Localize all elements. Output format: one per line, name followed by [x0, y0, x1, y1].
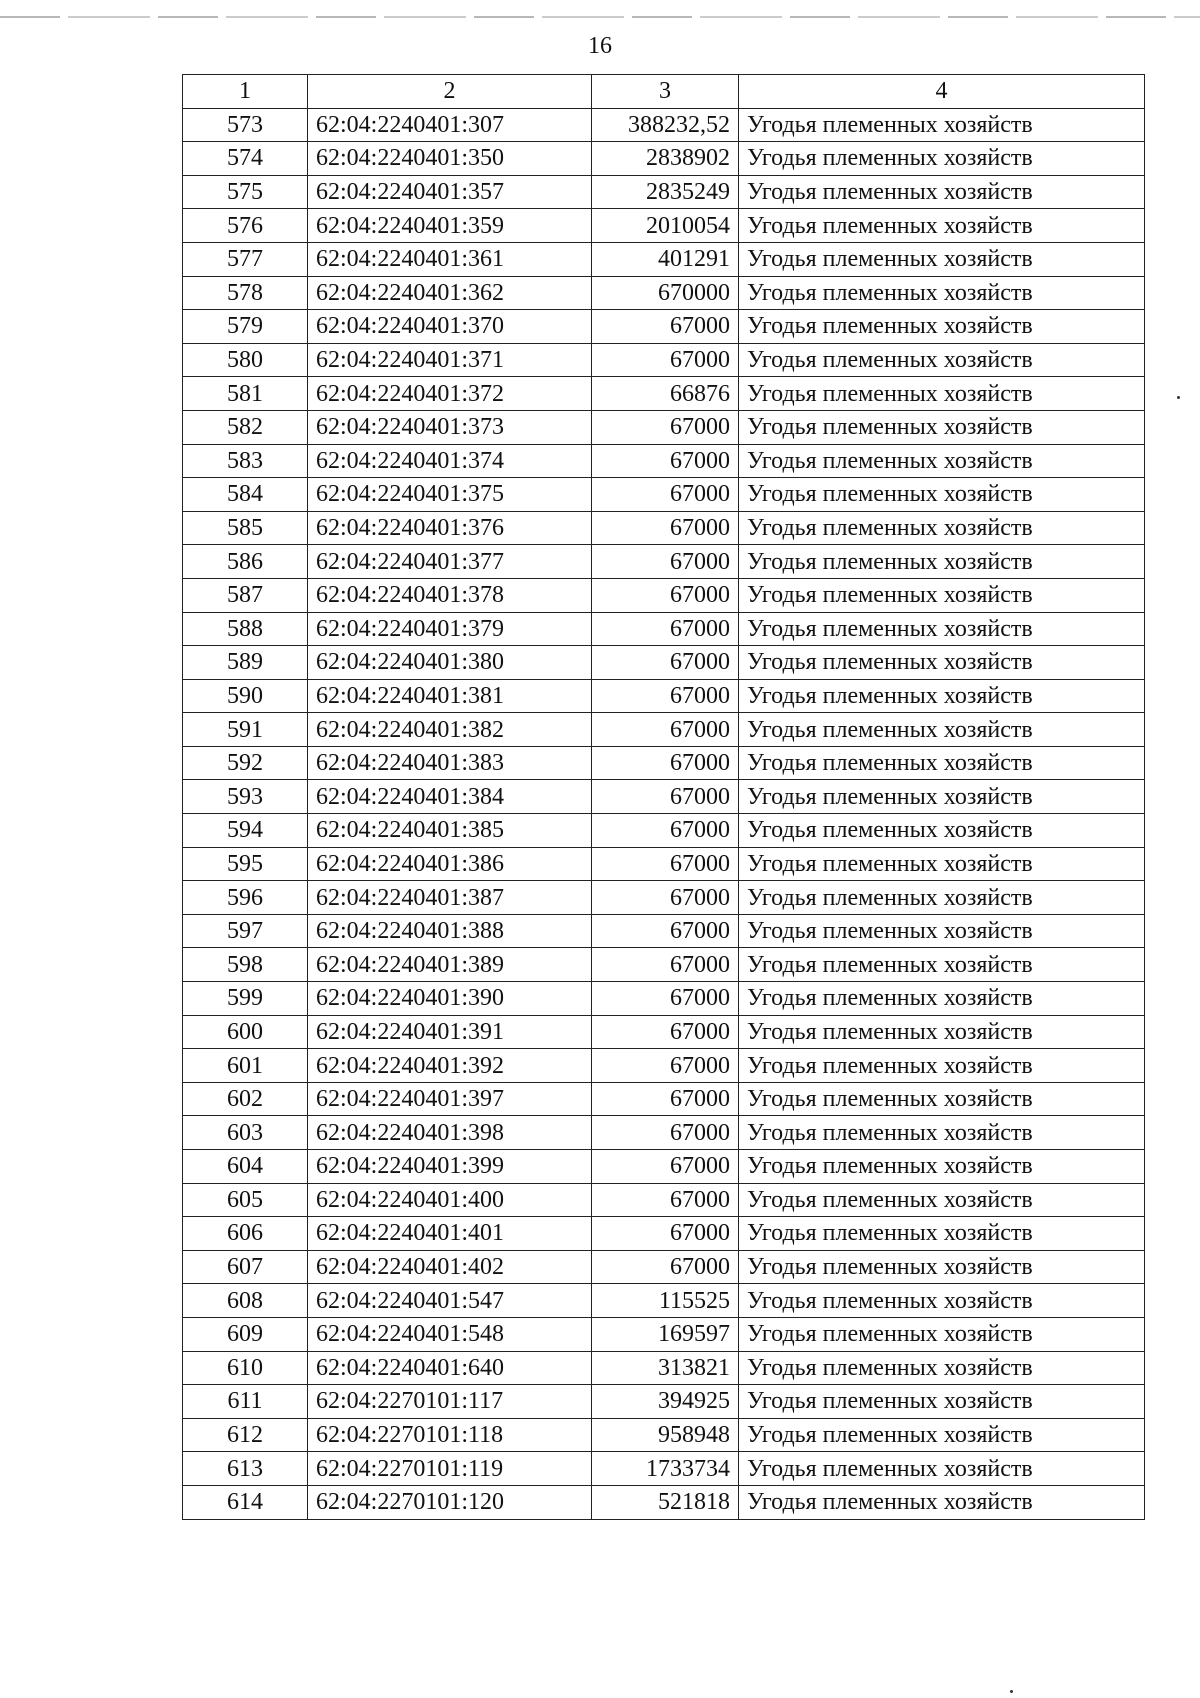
- table-row: [183, 578, 1145, 612]
- cadastral-number-cell: 62:04:2240401:359: [308, 209, 592, 243]
- cadastral-number-cell: 62:04:2240401:640: [308, 1351, 592, 1385]
- land-category-cell: Угодья племенных хозяйств: [739, 377, 1145, 411]
- table-row: [183, 410, 1145, 444]
- row-number-cell: 575: [183, 175, 308, 209]
- cadastral-number-cell: 62:04:2270101:119: [308, 1452, 592, 1486]
- cadastral-number-cell: 62:04:2240401:374: [308, 444, 592, 478]
- cadastral-number-cell: 62:04:2240401:378: [308, 578, 592, 612]
- land-category-cell: Угодья племенных хозяйств: [739, 881, 1145, 915]
- table-row: [183, 1217, 1145, 1251]
- row-number-cell: 603: [183, 1116, 308, 1150]
- table-row: [183, 1385, 1145, 1419]
- column-header-1: 1: [183, 75, 308, 109]
- area-cell: 67000: [592, 780, 739, 814]
- area-cell: 67000: [592, 914, 739, 948]
- row-number-cell: 601: [183, 1049, 308, 1083]
- table-row: [183, 679, 1145, 713]
- cadastral-number-cell: 62:04:2240401:380: [308, 646, 592, 680]
- cadastral-number-cell: 62:04:2240401:375: [308, 478, 592, 512]
- table-row: [183, 1049, 1145, 1083]
- area-cell: 394925: [592, 1385, 739, 1419]
- cadastral-number-cell: 62:04:2240401:385: [308, 814, 592, 848]
- table-row: [183, 814, 1145, 848]
- cadastral-number-cell: 62:04:2240401:389: [308, 948, 592, 982]
- area-cell: 67000: [592, 545, 739, 579]
- row-number-cell: 582: [183, 410, 308, 444]
- table-row: [183, 1485, 1145, 1519]
- table-row: [183, 1015, 1145, 1049]
- row-number-cell: 578: [183, 276, 308, 310]
- cadastral-number-cell: 62:04:2240401:387: [308, 881, 592, 915]
- cadastral-number-cell: 62:04:2240401:379: [308, 612, 592, 646]
- cadastral-number-cell: 62:04:2240401:377: [308, 545, 592, 579]
- area-cell: 401291: [592, 242, 739, 276]
- table-row: [183, 108, 1145, 142]
- row-number-cell: 593: [183, 780, 308, 814]
- land-category-cell: Угодья племенных хозяйств: [739, 713, 1145, 747]
- row-number-cell: 586: [183, 545, 308, 579]
- area-cell: 67000: [592, 881, 739, 915]
- cadastral-number-cell: 62:04:2240401:372: [308, 377, 592, 411]
- land-category-cell: Угодья племенных хозяйств: [739, 1150, 1145, 1184]
- area-cell: 2010054: [592, 209, 739, 243]
- table-row: [183, 1418, 1145, 1452]
- land-category-cell: Угодья племенных хозяйств: [739, 545, 1145, 579]
- cadastral-number-cell: 62:04:2240401:401: [308, 1217, 592, 1251]
- cadastral-number-cell: 62:04:2240401:362: [308, 276, 592, 310]
- area-cell: 67000: [592, 612, 739, 646]
- area-cell: 67000: [592, 578, 739, 612]
- area-cell: 2838902: [592, 142, 739, 176]
- row-number-cell: 609: [183, 1317, 308, 1351]
- table-row: [183, 1116, 1145, 1150]
- land-category-cell: Угодья племенных хозяйств: [739, 410, 1145, 444]
- land-category-cell: Угодья племенных хозяйств: [739, 1049, 1145, 1083]
- column-header-4: 4: [739, 75, 1145, 109]
- cadastral-number-cell: 62:04:2240401:357: [308, 175, 592, 209]
- area-cell: 67000: [592, 511, 739, 545]
- cadastral-number-cell: 62:04:2240401:402: [308, 1250, 592, 1284]
- land-category-cell: Угодья племенных хозяйств: [739, 1452, 1145, 1486]
- row-number-cell: 606: [183, 1217, 308, 1251]
- land-category-cell: Угодья племенных хозяйств: [739, 679, 1145, 713]
- row-number-cell: 597: [183, 914, 308, 948]
- land-category-cell: Угодья племенных хозяйств: [739, 343, 1145, 377]
- row-number-cell: 583: [183, 444, 308, 478]
- land-category-cell: Угодья племенных хозяйств: [739, 1116, 1145, 1150]
- table-row: [183, 982, 1145, 1016]
- land-category-cell: Угодья племенных хозяйств: [739, 1250, 1145, 1284]
- area-cell: 67000: [592, 1250, 739, 1284]
- table-row: [183, 242, 1145, 276]
- scan-artifact-line: [0, 16, 1200, 18]
- cadastral-number-cell: 62:04:2240401:548: [308, 1317, 592, 1351]
- column-header-2: 2: [308, 75, 592, 109]
- table-row: [183, 377, 1145, 411]
- row-number-cell: 574: [183, 142, 308, 176]
- row-number-cell: 607: [183, 1250, 308, 1284]
- page-number: 16: [588, 33, 612, 59]
- cadastral-number-cell: 62:04:2240401:370: [308, 310, 592, 344]
- cadastral-number-cell: 62:04:2240401:361: [308, 242, 592, 276]
- area-cell: 67000: [592, 310, 739, 344]
- table-row: [183, 1150, 1145, 1184]
- land-category-cell: Угодья племенных хозяйств: [739, 444, 1145, 478]
- row-number-cell: 610: [183, 1351, 308, 1385]
- cadastral-number-cell: 62:04:2240401:392: [308, 1049, 592, 1083]
- area-cell: 313821: [592, 1351, 739, 1385]
- row-number-cell: 614: [183, 1485, 308, 1519]
- row-number-cell: 605: [183, 1183, 308, 1217]
- row-number-cell: 594: [183, 814, 308, 848]
- cadastral-number-cell: 62:04:2240401:386: [308, 847, 592, 881]
- table-row: [183, 948, 1145, 982]
- land-category-cell: Угодья племенных хозяйств: [739, 646, 1145, 680]
- cadastral-number-cell: 62:04:2270101:117: [308, 1385, 592, 1419]
- land-category-cell: Угодья племенных хозяйств: [739, 1317, 1145, 1351]
- row-number-cell: 590: [183, 679, 308, 713]
- table-row: [183, 1317, 1145, 1351]
- cadastral-number-cell: 62:04:2270101:120: [308, 1485, 592, 1519]
- row-number-cell: 587: [183, 578, 308, 612]
- cadastral-number-cell: 62:04:2240401:547: [308, 1284, 592, 1318]
- cadastral-number-cell: 62:04:2240401:400: [308, 1183, 592, 1217]
- row-number-cell: 595: [183, 847, 308, 881]
- table-row: [183, 646, 1145, 680]
- cadastral-number-cell: 62:04:2240401:371: [308, 343, 592, 377]
- cadastral-number-cell: 62:04:2240401:350: [308, 142, 592, 176]
- cadastral-number-cell: 62:04:2240401:388: [308, 914, 592, 948]
- table-row: [183, 612, 1145, 646]
- land-category-cell: Угодья племенных хозяйств: [739, 914, 1145, 948]
- cadastral-number-cell: 62:04:2240401:307: [308, 108, 592, 142]
- table-row: [183, 746, 1145, 780]
- land-category-cell: Угодья племенных хозяйств: [739, 1284, 1145, 1318]
- land-category-cell: Угодья племенных хозяйств: [739, 1183, 1145, 1217]
- area-cell: 169597: [592, 1317, 739, 1351]
- land-plots-table: [182, 74, 1145, 1520]
- area-cell: 67000: [592, 746, 739, 780]
- land-category-cell: Угодья племенных хозяйств: [739, 276, 1145, 310]
- cadastral-number-cell: 62:04:2240401:398: [308, 1116, 592, 1150]
- table-row: [183, 780, 1145, 814]
- row-number-cell: 604: [183, 1150, 308, 1184]
- row-number-cell: 589: [183, 646, 308, 680]
- table-row: [183, 142, 1145, 176]
- row-number-cell: 579: [183, 310, 308, 344]
- area-cell: 67000: [592, 847, 739, 881]
- land-category-cell: Угодья племенных хозяйств: [739, 242, 1145, 276]
- table-row: [183, 343, 1145, 377]
- table-row: [183, 545, 1145, 579]
- area-cell: 67000: [592, 713, 739, 747]
- area-cell: 958948: [592, 1418, 739, 1452]
- land-category-cell: Угодья племенных хозяйств: [739, 1418, 1145, 1452]
- row-number-cell: 592: [183, 746, 308, 780]
- land-category-cell: Угодья племенных хозяйств: [739, 310, 1145, 344]
- row-number-cell: 588: [183, 612, 308, 646]
- table-row: [183, 276, 1145, 310]
- area-cell: 67000: [592, 1082, 739, 1116]
- cadastral-number-cell: 62:04:2240401:399: [308, 1150, 592, 1184]
- row-number-cell: 580: [183, 343, 308, 377]
- row-number-cell: 581: [183, 377, 308, 411]
- row-number-cell: 596: [183, 881, 308, 915]
- cadastral-number-cell: 62:04:2240401:376: [308, 511, 592, 545]
- land-category-cell: Угодья племенных хозяйств: [739, 948, 1145, 982]
- row-number-cell: 612: [183, 1418, 308, 1452]
- table-row: [183, 914, 1145, 948]
- table-row: [183, 1284, 1145, 1318]
- area-cell: 670000: [592, 276, 739, 310]
- land-category-cell: Угодья племенных хозяйств: [739, 746, 1145, 780]
- row-number-cell: 576: [183, 209, 308, 243]
- cadastral-number-cell: 62:04:2270101:118: [308, 1418, 592, 1452]
- table-row: [183, 1351, 1145, 1385]
- area-cell: 521818: [592, 1485, 739, 1519]
- row-number-cell: 613: [183, 1452, 308, 1486]
- area-cell: 67000: [592, 410, 739, 444]
- table-row: [183, 511, 1145, 545]
- land-category-cell: Угодья племенных хозяйств: [739, 175, 1145, 209]
- table-row: [183, 1082, 1145, 1116]
- area-cell: 67000: [592, 679, 739, 713]
- land-category-cell: Угодья племенных хозяйств: [739, 511, 1145, 545]
- row-number-cell: 591: [183, 713, 308, 747]
- cadastral-number-cell: 62:04:2240401:390: [308, 982, 592, 1016]
- column-header-3: 3: [592, 75, 739, 109]
- land-category-cell: Угодья племенных хозяйств: [739, 847, 1145, 881]
- cadastral-number-cell: 62:04:2240401:383: [308, 746, 592, 780]
- table-row: [183, 175, 1145, 209]
- table-row: [183, 1250, 1145, 1284]
- land-category-cell: Угодья племенных хозяйств: [739, 108, 1145, 142]
- area-cell: 67000: [592, 1049, 739, 1083]
- scan-speck: [1010, 1690, 1013, 1693]
- land-category-cell: Угодья племенных хозяйств: [739, 982, 1145, 1016]
- area-cell: 67000: [592, 1150, 739, 1184]
- table-row: [183, 847, 1145, 881]
- area-cell: 67000: [592, 1217, 739, 1251]
- table-row: [183, 881, 1145, 915]
- row-number-cell: 577: [183, 242, 308, 276]
- area-cell: 1733734: [592, 1452, 739, 1486]
- area-cell: 67000: [592, 1015, 739, 1049]
- cadastral-number-cell: 62:04:2240401:381: [308, 679, 592, 713]
- row-number-cell: 608: [183, 1284, 308, 1318]
- area-cell: 115525: [592, 1284, 739, 1318]
- row-number-cell: 584: [183, 478, 308, 512]
- row-number-cell: 598: [183, 948, 308, 982]
- area-cell: 66876: [592, 377, 739, 411]
- row-number-cell: 573: [183, 108, 308, 142]
- table-row: [183, 713, 1145, 747]
- area-cell: 67000: [592, 1116, 739, 1150]
- area-cell: 67000: [592, 478, 739, 512]
- table-header-row: [183, 75, 1145, 109]
- row-number-cell: 600: [183, 1015, 308, 1049]
- area-cell: 67000: [592, 814, 739, 848]
- land-category-cell: Угодья племенных хозяйств: [739, 1082, 1145, 1116]
- area-cell: 67000: [592, 444, 739, 478]
- land-category-cell: Угодья племенных хозяйств: [739, 578, 1145, 612]
- land-category-cell: Угодья племенных хозяйств: [739, 478, 1145, 512]
- table-row: [183, 444, 1145, 478]
- table-row: [183, 209, 1145, 243]
- row-number-cell: 585: [183, 511, 308, 545]
- table-row: [183, 1452, 1145, 1486]
- row-number-cell: 602: [183, 1082, 308, 1116]
- cadastral-number-cell: 62:04:2240401:384: [308, 780, 592, 814]
- scan-speck: [1177, 396, 1180, 399]
- area-cell: 67000: [592, 982, 739, 1016]
- area-cell: 2835249: [592, 175, 739, 209]
- area-cell: 67000: [592, 1183, 739, 1217]
- cadastral-number-cell: 62:04:2240401:373: [308, 410, 592, 444]
- table-body: [183, 108, 1145, 1519]
- area-cell: 388232,52: [592, 108, 739, 142]
- cadastral-number-cell: 62:04:2240401:397: [308, 1082, 592, 1116]
- land-category-cell: Угодья племенных хозяйств: [739, 1015, 1145, 1049]
- table-row: [183, 478, 1145, 512]
- cadastral-number-cell: 62:04:2240401:391: [308, 1015, 592, 1049]
- land-category-cell: Угодья племенных хозяйств: [739, 1217, 1145, 1251]
- area-cell: 67000: [592, 948, 739, 982]
- cadastral-number-cell: 62:04:2240401:382: [308, 713, 592, 747]
- land-category-cell: Угодья племенных хозяйств: [739, 780, 1145, 814]
- land-category-cell: Угодья племенных хозяйств: [739, 1485, 1145, 1519]
- area-cell: 67000: [592, 343, 739, 377]
- row-number-cell: 611: [183, 1385, 308, 1419]
- table-row: [183, 1183, 1145, 1217]
- land-category-cell: Угодья племенных хозяйств: [739, 142, 1145, 176]
- area-cell: 67000: [592, 646, 739, 680]
- land-category-cell: Угодья племенных хозяйств: [739, 814, 1145, 848]
- land-category-cell: Угодья племенных хозяйств: [739, 1351, 1145, 1385]
- land-category-cell: Угодья племенных хозяйств: [739, 612, 1145, 646]
- land-category-cell: Угодья племенных хозяйств: [739, 209, 1145, 243]
- land-category-cell: Угодья племенных хозяйств: [739, 1385, 1145, 1419]
- table-row: [183, 310, 1145, 344]
- row-number-cell: 599: [183, 982, 308, 1016]
